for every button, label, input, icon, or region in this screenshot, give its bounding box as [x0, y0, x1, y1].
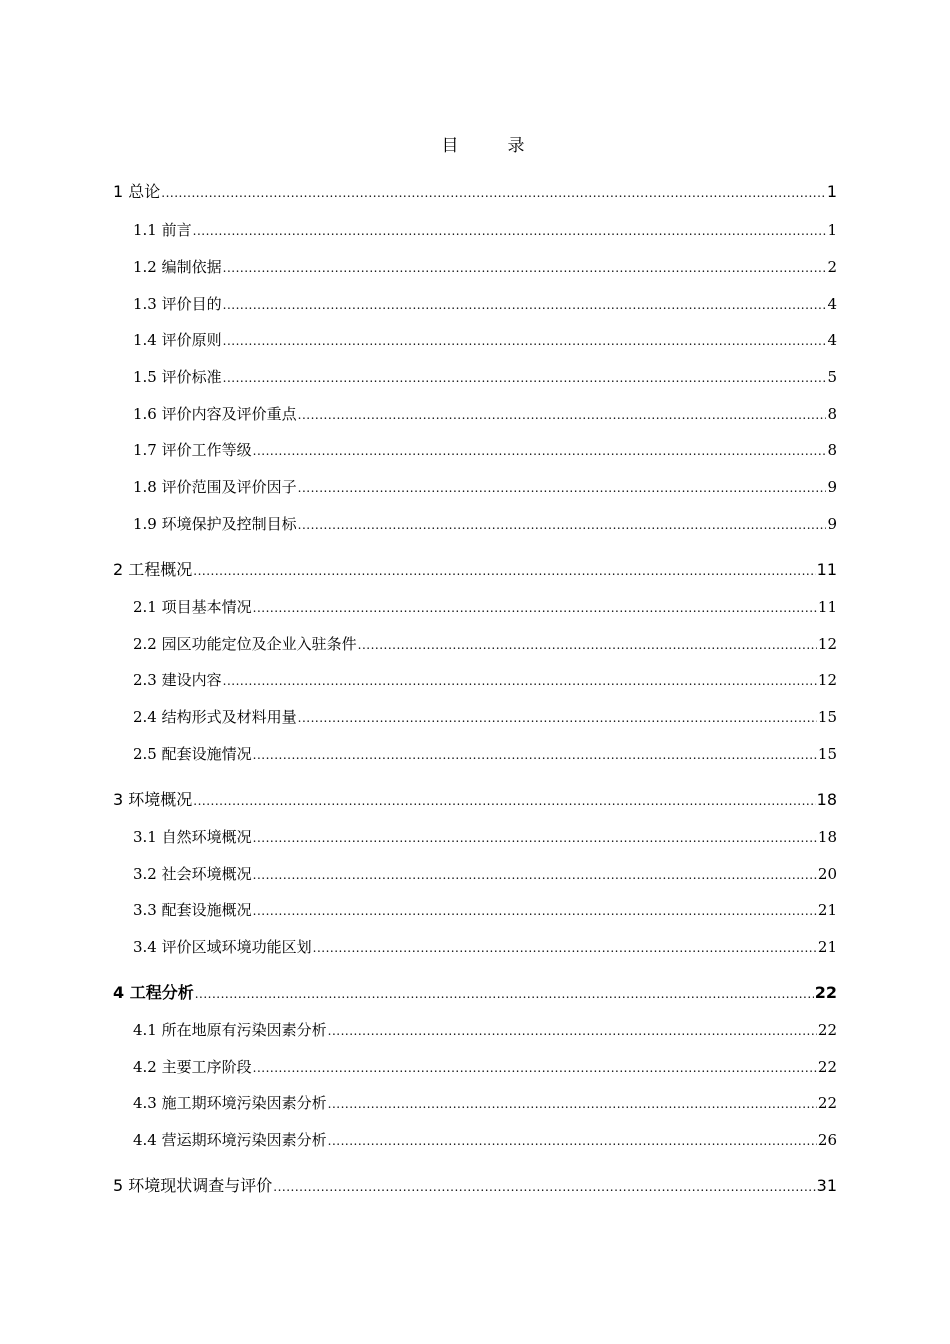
toc-section-entry[interactable]	[133, 898, 837, 922]
toc-page-number: 1	[826, 182, 837, 201]
toc-page-number: 12	[817, 671, 837, 689]
toc-page-number: 11	[817, 598, 837, 616]
toc-entry-title: 2.3 建设内容	[133, 671, 222, 689]
toc-dot-leader	[298, 706, 817, 730]
toc-page-number: 18	[817, 828, 837, 846]
toc-entry-title: 4.3 施工期环境污染因素分析	[133, 1094, 327, 1112]
toc-page-number: 15	[817, 708, 837, 726]
toc-section-entry[interactable]	[133, 825, 837, 849]
toc-section-entry[interactable]	[133, 1091, 837, 1115]
toc-dot-leader	[195, 982, 814, 1006]
toc-entry-title: 5 环境现状调查与评价	[113, 1176, 273, 1195]
toc-entry-title: 3.1 自然环境概况	[133, 828, 252, 846]
toc-dot-leader	[223, 366, 827, 390]
toc-dot-leader	[253, 826, 817, 850]
toc-entry-title: 4 工程分析	[113, 983, 194, 1002]
toc-page-number: 11	[816, 560, 837, 579]
toc-section-entry[interactable]	[133, 218, 837, 242]
toc-section-entry[interactable]	[133, 438, 837, 462]
toc-dot-leader	[253, 863, 817, 887]
toc-entry-title: 2.5 配套设施情况	[133, 745, 252, 763]
toc-entry-title: 3.4 评价区域环境功能区划	[133, 938, 312, 956]
toc-entry-title: 1.5 评价标准	[133, 368, 222, 386]
toc-section-entry[interactable]	[133, 705, 837, 729]
toc-page-number: 2	[827, 258, 837, 276]
toc-dot-leader	[313, 936, 817, 960]
toc-dot-leader	[298, 403, 827, 427]
toc-section-entry[interactable]	[133, 1018, 837, 1042]
toc-chapter-entry[interactable]	[113, 180, 837, 204]
toc-section-entry[interactable]	[133, 365, 837, 389]
page-title: 目 录	[441, 136, 541, 156]
toc-section-entry[interactable]	[133, 632, 837, 656]
toc-section-entry[interactable]	[133, 862, 837, 886]
toc-entry-title: 3.3 配套设施概况	[133, 901, 252, 919]
toc-entry-title: 2 工程概况	[113, 560, 193, 579]
toc-section-entry[interactable]	[133, 935, 837, 959]
toc-entry-title: 4.4 营运期环境污染因素分析	[133, 1131, 327, 1149]
toc-page-number: 22	[817, 1021, 837, 1039]
toc-dot-leader	[253, 899, 817, 923]
toc-page-number: 12	[817, 635, 837, 653]
toc-dot-leader	[161, 181, 826, 205]
toc-page-number: 8	[827, 405, 837, 423]
toc-page-number: 26	[817, 1131, 837, 1149]
toc-section-entry[interactable]	[133, 742, 837, 766]
toc-dot-leader	[223, 293, 827, 317]
toc-entry-title: 1.7 评价工作等级	[133, 441, 252, 459]
toc-section-entry[interactable]	[133, 255, 837, 279]
toc-page-number: 20	[817, 865, 837, 883]
toc-dot-leader	[298, 476, 827, 500]
toc-dot-leader	[193, 789, 815, 813]
toc-section-entry[interactable]	[133, 668, 837, 692]
toc-entry-title: 4.1 所在地原有污染因素分析	[133, 1021, 327, 1039]
toc-section-entry[interactable]	[133, 475, 837, 499]
toc-entry-title: 1.2 编制依据	[133, 258, 222, 276]
toc-entry-title: 3.2 社会环境概况	[133, 865, 252, 883]
toc-page-number: 15	[817, 745, 837, 763]
toc-page-number: 22	[817, 1094, 837, 1112]
toc-dot-leader	[273, 1175, 815, 1199]
toc-entry-title: 2.1 项目基本情况	[133, 598, 252, 616]
toc-page-number: 21	[817, 901, 837, 919]
toc-dot-leader	[298, 513, 827, 537]
toc-section-entry[interactable]	[133, 512, 837, 536]
toc-page-number: 4	[827, 331, 837, 349]
toc-page-number: 22	[814, 983, 837, 1002]
toc-dot-leader	[358, 633, 817, 657]
toc-dot-leader	[253, 743, 817, 767]
toc-dot-leader	[223, 329, 827, 353]
toc-page-number: 21	[817, 938, 837, 956]
toc-entry-title: 1.9 环境保护及控制目标	[133, 515, 297, 533]
toc-entry-title: 2.4 结构形式及材料用量	[133, 708, 297, 726]
toc-dot-leader	[193, 559, 815, 583]
toc-dot-leader	[193, 219, 827, 243]
toc-entry-title: 3 环境概况	[113, 790, 193, 809]
toc-entry-title: 1.1 前言	[133, 221, 192, 239]
toc-page-number: 8	[827, 441, 837, 459]
toc-page-number: 22	[817, 1058, 837, 1076]
toc-page-number: 18	[816, 790, 837, 809]
toc-chapter-entry[interactable]	[113, 1174, 837, 1198]
toc-chapter-entry[interactable]	[113, 558, 837, 582]
toc-section-entry[interactable]	[133, 292, 837, 316]
toc-page-number: 5	[827, 368, 837, 386]
toc-dot-leader	[328, 1129, 817, 1153]
toc-dot-leader	[253, 1056, 817, 1080]
toc-page-number: 31	[816, 1176, 837, 1195]
toc-section-entry[interactable]	[133, 402, 837, 426]
toc-entry-title: 1.6 评价内容及评价重点	[133, 405, 297, 423]
toc-dot-leader	[223, 256, 827, 280]
toc-entry-title: 1.3 评价目的	[133, 295, 222, 313]
toc-dot-leader	[253, 439, 827, 463]
toc-dot-leader	[253, 596, 817, 620]
toc-chapter-entry[interactable]	[113, 788, 837, 812]
toc-page-number: 4	[827, 295, 837, 313]
toc-page-number: 9	[827, 478, 837, 496]
toc-section-entry[interactable]	[133, 328, 837, 352]
toc-page-number: 9	[827, 515, 837, 533]
toc-section-entry[interactable]	[133, 1128, 837, 1152]
toc-entry-title: 2.2 园区功能定位及企业入驻条件	[133, 635, 357, 653]
toc-entry-title: 1.8 评价范围及评价因子	[133, 478, 297, 496]
toc-section-entry[interactable]	[133, 1055, 837, 1079]
toc-chapter-entry[interactable]	[113, 981, 837, 1005]
toc-dot-leader	[328, 1019, 817, 1043]
toc-entry-title: 1.4 评价原则	[133, 331, 222, 349]
toc-entry-title: 4.2 主要工序阶段	[133, 1058, 252, 1076]
toc-dot-leader	[328, 1092, 817, 1116]
toc-section-entry[interactable]	[133, 595, 837, 619]
toc-page-number: 1	[827, 221, 837, 239]
toc-dot-leader	[223, 669, 817, 693]
toc-entry-title: 1 总论	[113, 182, 161, 201]
